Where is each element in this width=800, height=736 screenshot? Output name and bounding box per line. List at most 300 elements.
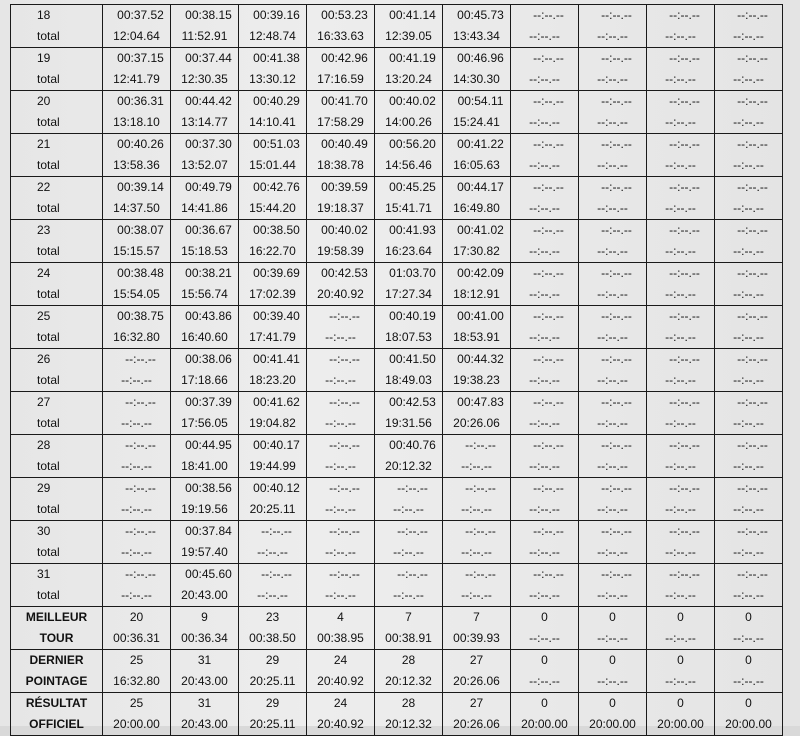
time-cell: [647, 349, 715, 392]
time-cell: [511, 220, 579, 263]
table-body: [11, 5, 783, 736]
total-time: --:--.--: [461, 502, 492, 516]
lap-time: --:--.--: [601, 524, 632, 538]
lap-time: --:--.--: [397, 524, 428, 538]
summary-row: [11, 650, 783, 693]
lap-time: --:--.--: [329, 481, 360, 495]
summary-lap-count: 28: [401, 696, 416, 710]
time-cell: [511, 5, 579, 48]
summary-time: 00:38.95: [317, 631, 364, 645]
lap-time: 00:40.02: [321, 223, 368, 237]
time-cell: [375, 392, 443, 435]
summary-cell: [239, 607, 307, 650]
lap-time: 00:40.76: [389, 438, 436, 452]
summary-lap-count: 24: [333, 696, 348, 710]
summary-cell: [511, 607, 579, 650]
lap-time: 00:37.15: [117, 51, 164, 65]
time-cell: [715, 349, 783, 392]
total-time: --:--.--: [121, 373, 152, 387]
lap-time: 00:39.14: [117, 180, 164, 194]
lap-time: --:--.--: [669, 266, 700, 280]
lap-time: 00:38.50: [253, 223, 300, 237]
lap-time: --:--.--: [601, 352, 632, 366]
time-cell: [171, 91, 239, 134]
time-cell: [307, 91, 375, 134]
lap-time: --:--.--: [669, 51, 700, 65]
lap-time: 00:45.25: [389, 180, 436, 194]
lap-time: --:--.--: [465, 481, 496, 495]
lap-time: 00:39.16: [253, 8, 300, 22]
time-cell: [375, 564, 443, 607]
time-cell: [715, 91, 783, 134]
summary-time: 20:00.00: [113, 717, 160, 731]
lap-time: --:--.--: [465, 567, 496, 581]
summary-label-line: TOUR: [39, 631, 74, 645]
total-time: --:--.--: [597, 115, 628, 129]
lap-time: --:--.--: [601, 567, 632, 581]
total-time: 17:56.05: [181, 416, 228, 430]
lap-time: 00:37.30: [185, 137, 232, 151]
time-cell: [443, 478, 511, 521]
lap-time: --:--.--: [125, 567, 156, 581]
table-row: [11, 48, 783, 91]
time-cell: [239, 48, 307, 91]
time-cell: [647, 134, 715, 177]
total-time: 20:12.32: [385, 459, 432, 473]
lap-time: --:--.--: [533, 51, 564, 65]
lap-time: --:--.--: [669, 180, 700, 194]
time-cell: [171, 220, 239, 263]
lap-time: 00:37.44: [185, 51, 232, 65]
summary-lap-count: 31: [197, 696, 212, 710]
total-time: 13:14.77: [181, 115, 228, 129]
summary-lap-count: 25: [129, 696, 144, 710]
lap-label-cell: [11, 349, 103, 392]
time-cell: [375, 91, 443, 134]
total-time: --:--.--: [597, 502, 628, 516]
total-time: 12:30.35: [181, 72, 228, 86]
table-row: [11, 5, 783, 48]
lap-time: 00:46.96: [457, 51, 504, 65]
lap-time: --:--.--: [533, 266, 564, 280]
time-cell: [511, 392, 579, 435]
time-cell: [307, 435, 375, 478]
lap-number: 23: [37, 223, 51, 237]
total-time: --:--.--: [733, 373, 764, 387]
lap-time: 00:41.70: [321, 94, 368, 108]
total-time: --:--.--: [393, 588, 424, 602]
time-cell: [715, 521, 783, 564]
total-time: --:--.--: [733, 244, 764, 258]
total-time: --:--.--: [529, 502, 560, 516]
summary-label-line: RÉSULTAT: [25, 696, 88, 710]
lap-time: --:--.--: [329, 567, 360, 581]
time-cell: [511, 48, 579, 91]
total-time: 18:49.03: [385, 373, 432, 387]
lap-time: 00:43.86: [185, 309, 232, 323]
time-cell: [443, 220, 511, 263]
total-time: --:--.--: [665, 373, 696, 387]
total-time: --:--.--: [733, 416, 764, 430]
total-time: --:--.--: [393, 545, 424, 559]
total-time: --:--.--: [597, 287, 628, 301]
time-cell: [103, 5, 171, 48]
lap-time: 00:38.21: [185, 266, 232, 280]
total-time: 14:56.46: [385, 158, 432, 172]
summary-lap-count: 20: [129, 610, 144, 624]
lap-time: 00:45.73: [457, 8, 504, 22]
time-cell: [307, 220, 375, 263]
total-label: total: [37, 545, 60, 559]
time-cell: [375, 521, 443, 564]
total-time: --:--.--: [597, 373, 628, 387]
total-time: --:--.--: [733, 502, 764, 516]
lap-time: --:--.--: [737, 481, 768, 495]
time-cell: [239, 564, 307, 607]
summary-time: 20:00.00: [725, 717, 772, 731]
total-time: --:--.--: [529, 201, 560, 215]
summary-cell: [579, 693, 647, 736]
total-time: 12:04.64: [113, 29, 160, 43]
time-cell: [307, 564, 375, 607]
total-time: --:--.--: [529, 72, 560, 86]
time-cell: [171, 263, 239, 306]
lap-time: 00:54.11: [457, 94, 504, 108]
lap-time: 00:40.02: [389, 94, 436, 108]
lap-label-cell: [11, 134, 103, 177]
total-time: --:--.--: [529, 416, 560, 430]
time-cell: [307, 349, 375, 392]
total-label: total: [37, 373, 60, 387]
time-cell: [579, 263, 647, 306]
lap-number: 22: [37, 180, 51, 194]
lap-label-cell: [11, 91, 103, 134]
summary-lap-count: 0: [609, 610, 616, 624]
lap-label-cell: [11, 263, 103, 306]
lap-time: --:--.--: [329, 438, 360, 452]
lap-time: --:--.--: [533, 481, 564, 495]
lap-time: --:--.--: [737, 352, 768, 366]
time-cell: [103, 349, 171, 392]
lap-number: 18: [37, 8, 51, 22]
total-time: 15:15.57: [113, 244, 160, 258]
lap-label-cell: [11, 564, 103, 607]
total-time: --:--.--: [597, 416, 628, 430]
summary-time: --:--.--: [733, 631, 764, 645]
time-cell: [647, 392, 715, 435]
lap-time: 00:38.48: [117, 266, 164, 280]
summary-time: --:--.--: [597, 674, 628, 688]
summary-time: --:--.--: [733, 674, 764, 688]
lap-time: --:--.--: [669, 524, 700, 538]
lap-time: 00:40.17: [253, 438, 300, 452]
time-cell: [375, 134, 443, 177]
time-cell: [647, 306, 715, 349]
lap-time: 00:39.40: [253, 309, 300, 323]
total-time: --:--.--: [665, 545, 696, 559]
summary-cell: [171, 693, 239, 736]
summary-time: --:--.--: [529, 674, 560, 688]
lap-time: --:--.--: [533, 94, 564, 108]
summary-lap-count: 31: [197, 653, 212, 667]
table-row: [11, 220, 783, 263]
lap-number: 30: [37, 524, 51, 538]
time-cell: [375, 478, 443, 521]
table-row: [11, 521, 783, 564]
total-time: 17:58.29: [317, 115, 364, 129]
total-time: --:--.--: [597, 29, 628, 43]
total-time: --:--.--: [665, 244, 696, 258]
total-time: 14:00.26: [385, 115, 432, 129]
time-cell: [171, 306, 239, 349]
lap-time: 00:40.26: [117, 137, 164, 151]
total-time: 14:37.50: [113, 201, 160, 215]
summary-time: 20:26.06: [453, 717, 500, 731]
lap-time: 00:36.67: [185, 223, 232, 237]
total-time: 16:49.80: [453, 201, 500, 215]
total-label: total: [37, 287, 60, 301]
time-cell: [307, 5, 375, 48]
summary-lap-count: 24: [333, 653, 348, 667]
total-time: --:--.--: [597, 158, 628, 172]
summary-lap-count: 0: [541, 653, 548, 667]
summary-cell: [307, 607, 375, 650]
lap-time: --:--.--: [669, 395, 700, 409]
time-cell: [511, 263, 579, 306]
lap-time: --:--.--: [533, 180, 564, 194]
lap-time: --:--.--: [669, 438, 700, 452]
total-time: 15:54.05: [113, 287, 160, 301]
summary-time: 20:00.00: [589, 717, 636, 731]
lap-time: 00:41.22: [457, 137, 504, 151]
time-cell: [579, 91, 647, 134]
lap-time: --:--.--: [261, 524, 292, 538]
total-time: 19:19.56: [181, 502, 228, 516]
total-time: 15:41.71: [385, 201, 432, 215]
lap-time: --:--.--: [737, 395, 768, 409]
total-time: 20:25.11: [249, 502, 296, 516]
lap-time: --:--.--: [669, 223, 700, 237]
summary-row: [11, 607, 783, 650]
table-row: [11, 306, 783, 349]
total-time: 19:18.37: [317, 201, 364, 215]
time-cell: [239, 263, 307, 306]
lap-label-cell: [11, 48, 103, 91]
time-cell: [307, 392, 375, 435]
lap-time: 00:44.42: [185, 94, 232, 108]
time-cell: [103, 48, 171, 91]
time-cell: [103, 177, 171, 220]
time-cell: [647, 435, 715, 478]
lap-number: 19: [37, 51, 51, 65]
lap-time: 00:45.60: [185, 567, 232, 581]
lap-time: --:--.--: [329, 524, 360, 538]
total-label: total: [37, 115, 60, 129]
summary-lap-count: 7: [405, 610, 412, 624]
time-cell: [307, 177, 375, 220]
time-cell: [171, 134, 239, 177]
summary-cell: [103, 693, 171, 736]
total-time: --:--.--: [597, 201, 628, 215]
summary-cell: [715, 693, 783, 736]
total-time: 17:02.39: [249, 287, 296, 301]
summary-lap-count: 28: [401, 653, 416, 667]
lap-number: 31: [37, 567, 51, 581]
summary-label-cell: [11, 650, 103, 693]
lap-time: --:--.--: [669, 309, 700, 323]
total-time: --:--.--: [733, 115, 764, 129]
total-time: --:--.--: [257, 588, 288, 602]
time-cell: [171, 5, 239, 48]
summary-cell: [443, 693, 511, 736]
time-cell: [579, 435, 647, 478]
total-time: 15:24.41: [453, 115, 500, 129]
lap-time: --:--.--: [669, 567, 700, 581]
lap-time: --:--.--: [737, 309, 768, 323]
time-cell: [715, 177, 783, 220]
total-time: --:--.--: [597, 72, 628, 86]
lap-time: --:--.--: [737, 524, 768, 538]
time-cell: [171, 349, 239, 392]
lap-time: --:--.--: [737, 180, 768, 194]
lap-time: --:--.--: [601, 266, 632, 280]
lap-time: 00:42.53: [389, 395, 436, 409]
lap-time: --:--.--: [737, 567, 768, 581]
time-cell: [171, 435, 239, 478]
lap-number: 25: [37, 309, 51, 323]
time-cell: [239, 435, 307, 478]
time-cell: [579, 5, 647, 48]
total-time: --:--.--: [325, 459, 356, 473]
summary-lap-count: 0: [677, 610, 684, 624]
summary-cell: [239, 693, 307, 736]
lap-time: --:--.--: [329, 309, 360, 323]
lap-time: --:--.--: [737, 266, 768, 280]
lap-time: --:--.--: [601, 395, 632, 409]
lap-time: --:--.--: [533, 137, 564, 151]
summary-lap-count: 27: [469, 696, 484, 710]
total-time: 19:44.99: [249, 459, 296, 473]
table-row: [11, 134, 783, 177]
total-time: --:--.--: [461, 588, 492, 602]
time-cell: [443, 349, 511, 392]
total-time: --:--.--: [665, 502, 696, 516]
time-cell: [647, 177, 715, 220]
lap-time: 00:51.03: [253, 137, 300, 151]
total-time: --:--.--: [121, 502, 152, 516]
lap-time: --:--.--: [601, 8, 632, 22]
time-cell: [375, 48, 443, 91]
time-cell: [647, 521, 715, 564]
summary-lap-count: 25: [129, 653, 144, 667]
summary-cell: [443, 650, 511, 693]
total-time: --:--.--: [665, 287, 696, 301]
summary-cell: [375, 650, 443, 693]
time-cell: [103, 435, 171, 478]
summary-time: --:--.--: [529, 631, 560, 645]
total-time: 20:26.06: [453, 416, 500, 430]
time-cell: [239, 91, 307, 134]
time-cell: [579, 564, 647, 607]
summary-lap-count: 0: [541, 610, 548, 624]
total-time: 13:30.12: [249, 72, 296, 86]
lap-number: 20: [37, 94, 51, 108]
summary-cell: [103, 607, 171, 650]
time-cell: [443, 91, 511, 134]
summary-lap-count: 0: [609, 653, 616, 667]
total-time: 18:53.91: [453, 330, 500, 344]
time-cell: [103, 263, 171, 306]
lap-times-table: [10, 4, 783, 736]
total-time: 12:48.74: [249, 29, 296, 43]
total-time: --:--.--: [529, 588, 560, 602]
total-time: 14:10.41: [249, 115, 296, 129]
lap-time: 00:41.19: [389, 51, 436, 65]
lap-number: 26: [37, 352, 51, 366]
lap-time: --:--.--: [125, 524, 156, 538]
time-cell: [239, 134, 307, 177]
summary-label-cell: [11, 693, 103, 736]
total-time: --:--.--: [665, 201, 696, 215]
total-time: 12:41.79: [113, 72, 160, 86]
time-cell: [103, 220, 171, 263]
lap-time: --:--.--: [261, 567, 292, 581]
total-time: 20:40.92: [317, 287, 364, 301]
total-time: --:--.--: [529, 244, 560, 258]
lap-time: --:--.--: [737, 94, 768, 108]
summary-time: 20:26.06: [453, 674, 500, 688]
summary-cell: [307, 650, 375, 693]
lap-time: --:--.--: [533, 8, 564, 22]
lap-time: --:--.--: [533, 223, 564, 237]
time-cell: [511, 521, 579, 564]
total-time: --:--.--: [257, 545, 288, 559]
summary-cell: [715, 650, 783, 693]
total-label: total: [37, 588, 60, 602]
summary-lap-count: 29: [265, 696, 280, 710]
total-label: total: [37, 29, 60, 43]
time-cell: [579, 349, 647, 392]
lap-time: 00:41.41: [253, 352, 300, 366]
lap-time: --:--.--: [329, 352, 360, 366]
total-time: --:--.--: [733, 72, 764, 86]
lap-time: --:--.--: [125, 481, 156, 495]
time-cell: [375, 435, 443, 478]
lap-time: --:--.--: [533, 524, 564, 538]
total-time: 19:57.40: [181, 545, 228, 559]
summary-lap-count: 9: [201, 610, 208, 624]
time-cell: [511, 349, 579, 392]
total-label: total: [37, 459, 60, 473]
time-cell: [443, 392, 511, 435]
time-cell: [511, 478, 579, 521]
time-cell: [715, 263, 783, 306]
time-cell: [443, 177, 511, 220]
time-cell: [579, 306, 647, 349]
time-cell: [239, 349, 307, 392]
lap-number: 24: [37, 266, 51, 280]
lap-label-cell: [11, 435, 103, 478]
total-time: 16:40.60: [181, 330, 228, 344]
lap-time: 00:38.56: [185, 481, 232, 495]
summary-lap-count: 0: [541, 696, 548, 710]
table-row: [11, 349, 783, 392]
lap-time: 00:44.32: [457, 352, 504, 366]
summary-time: 00:38.91: [385, 631, 432, 645]
total-time: 13:20.24: [385, 72, 432, 86]
lap-time: --:--.--: [737, 438, 768, 452]
lap-time: --:--.--: [601, 438, 632, 452]
